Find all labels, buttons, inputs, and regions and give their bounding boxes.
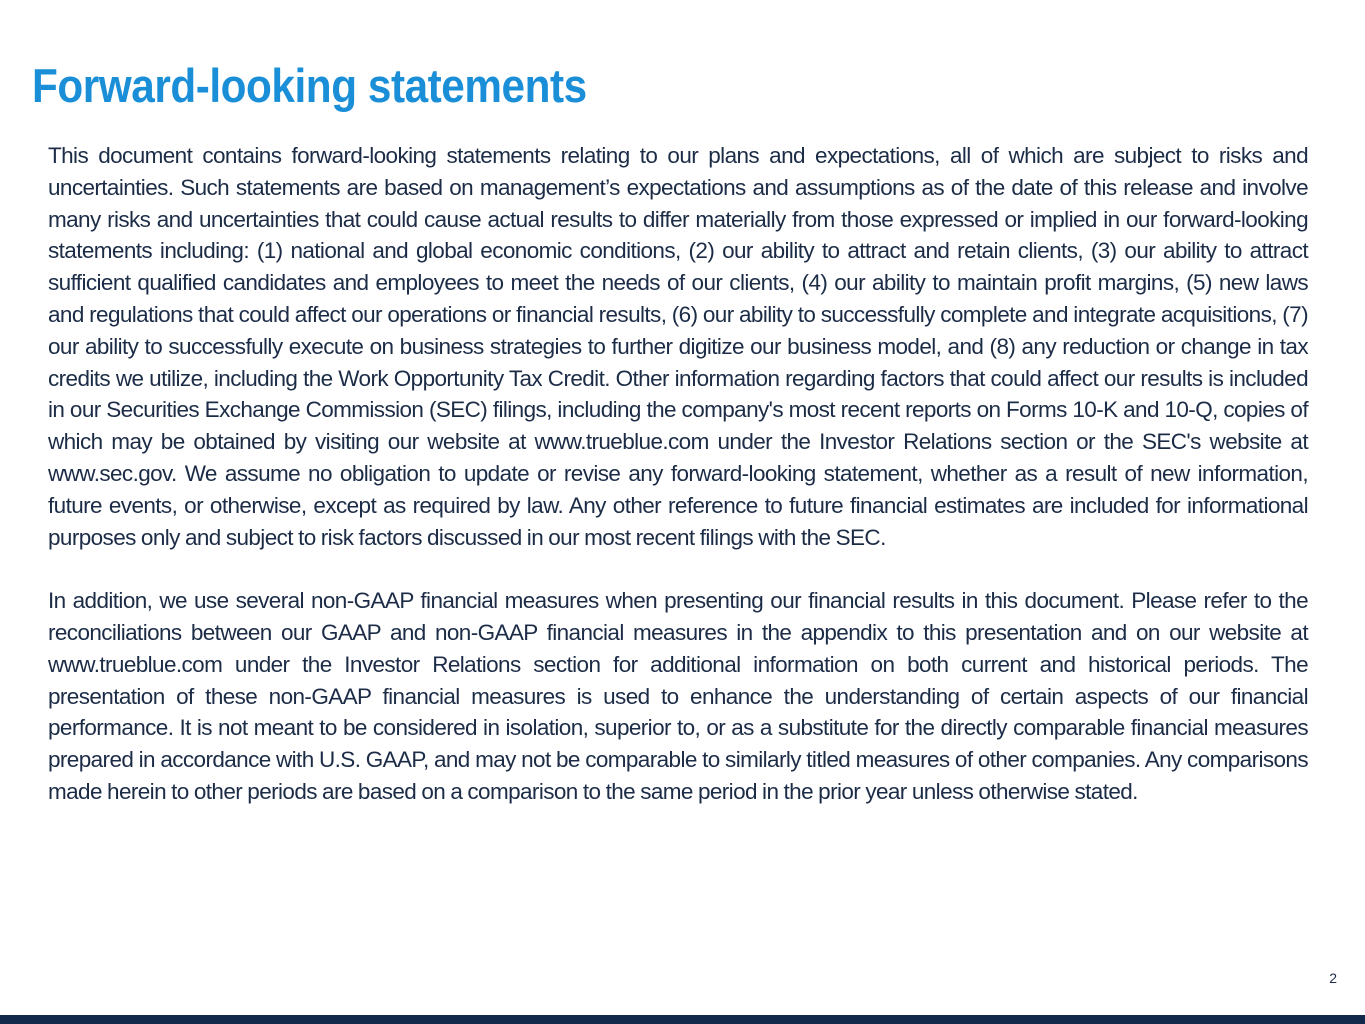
slide-body <box>48 140 1308 808</box>
page-number: 2 <box>1329 970 1337 986</box>
slide-title: Forward-looking statements <box>32 59 587 112</box>
forward-looking-paragraph: This document contains forward-looking statements relating to our plans and expectations, all of which are subject to risks and uncertainties. Such statements are based on management’s expectations and assumptions as of the date of this release and involve many risks and uncertainties that could cause actual results to differ materially from those expressed or implied in our forward-looking statements including: (1) national and global economic conditions, (2) our ability to attract and retain clients, (3) our ability to attract sufficient qualified candidates and employees to meet the needs of our clients, (4) our ability to maintain profit margins, (5) new laws and regulations that could affect our operations or financial results, (6) our ability to successfully complete and integrate acquisitions, (7) our ability to successfully execute on business strategies to further digitize our business model, and (8) any reduction or change in tax credits we utilize, including the Work Opportunity Tax Credit. Other information regarding factors that could affect our results is included in our Securities Exchange Commission (SEC) filings, including the company's most recent reports on Forms 10-K and 10-Q, copies of which may be obtained by visiting our website at www.trueblue.com under the Investor Relations section or the SEC's website at www.sec.gov. We assume no obligation to update or revise any forward-looking statement, whether as a result of new information, future events, or otherwise, except as required by law. Any other reference to future financial estimates are included for informational purposes only and subject to risk factors discussed in our most recent filings with the SEC. <box>48 143 1308 550</box>
non-gaap-paragraph: In addition, we use several non-GAAP financial measures when presenting our financial results in this document. Please refer to the reconciliations between our GAAP and non-GAAP financial measures in the appendix to this presentation and on our website at www.trueblue.com under the Investor Relations section for additional information on both current and historical periods. The presentation of these non-GAAP financial measures is used to enhance the understanding of certain aspects of our financial performance. It is not meant to be considered in isolation, superior to, or as a substitute for the directly comparable financial measures prepared in accordance with U.S. GAAP, and may not be comparable to similarly titled measures of other companies. Any comparisons made herein to other periods are based on a comparison to the same period in the prior year unless otherwise stated. <box>48 588 1308 804</box>
footer-bar <box>0 1015 1365 1024</box>
